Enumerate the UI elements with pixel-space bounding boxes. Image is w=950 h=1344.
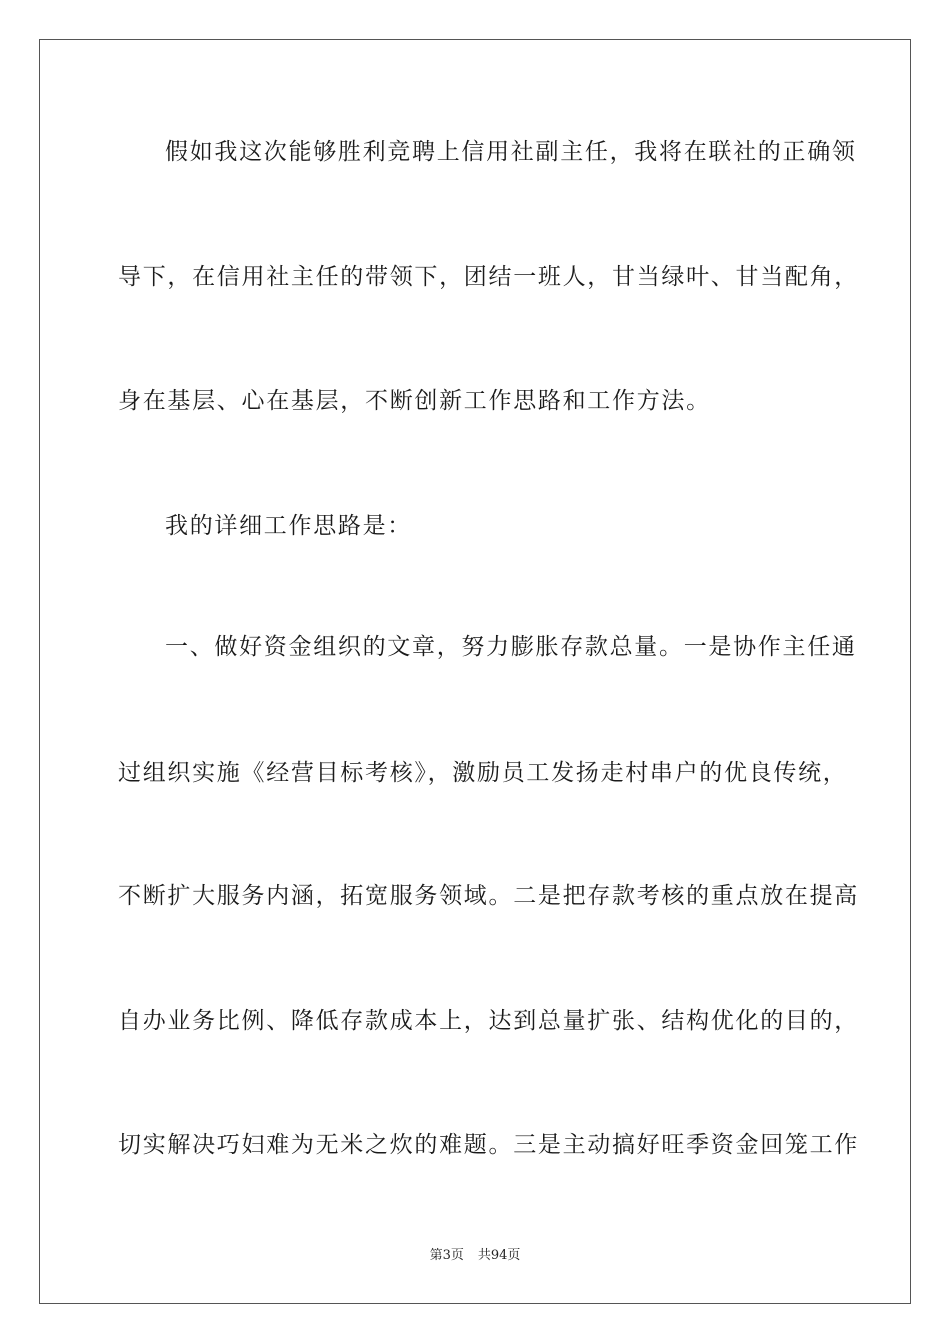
paragraph-line-8: 自办业务比例、降低存款成本上，达到总量扩张、结构优化的目的，: [118, 1008, 859, 1034]
paragraph-line-2: 导下，在信用社主任的带领下，团结一班人，甘当绿叶、甘当配角，: [118, 264, 859, 290]
paragraph-line-3: 身在基层、心在基层，不断创新工作思路和工作方法。: [118, 388, 711, 414]
page-border: [39, 39, 911, 1304]
paragraph-line-7: 不断扩大服务内涵，拓宽服务领域。二是把存款考核的重点放在提高: [118, 883, 859, 909]
paragraph-line-6: 过组织实施《经营目标考核》，激励员工发扬走村串户的优良传统，: [118, 760, 848, 786]
paragraph-line-9: 切实解决巧妇难为无米之炊的难题。三是主动搞好旺季资金回笼工作: [118, 1132, 859, 1158]
paragraph-line-4: 我的详细工作思路是：: [165, 513, 412, 539]
page-footer: [0, 1247, 950, 1265]
paragraph-line-1: 假如我这次能够胜利竞聘上信用社副主任，我将在联社的正确领: [165, 139, 857, 165]
page-number: 第3页: [429, 1248, 464, 1263]
total-pages: 共94页: [477, 1248, 521, 1263]
paragraph-line-5: 一、做好资金组织的文章，努力膨胀存款总量。一是协作主任通: [165, 634, 857, 660]
